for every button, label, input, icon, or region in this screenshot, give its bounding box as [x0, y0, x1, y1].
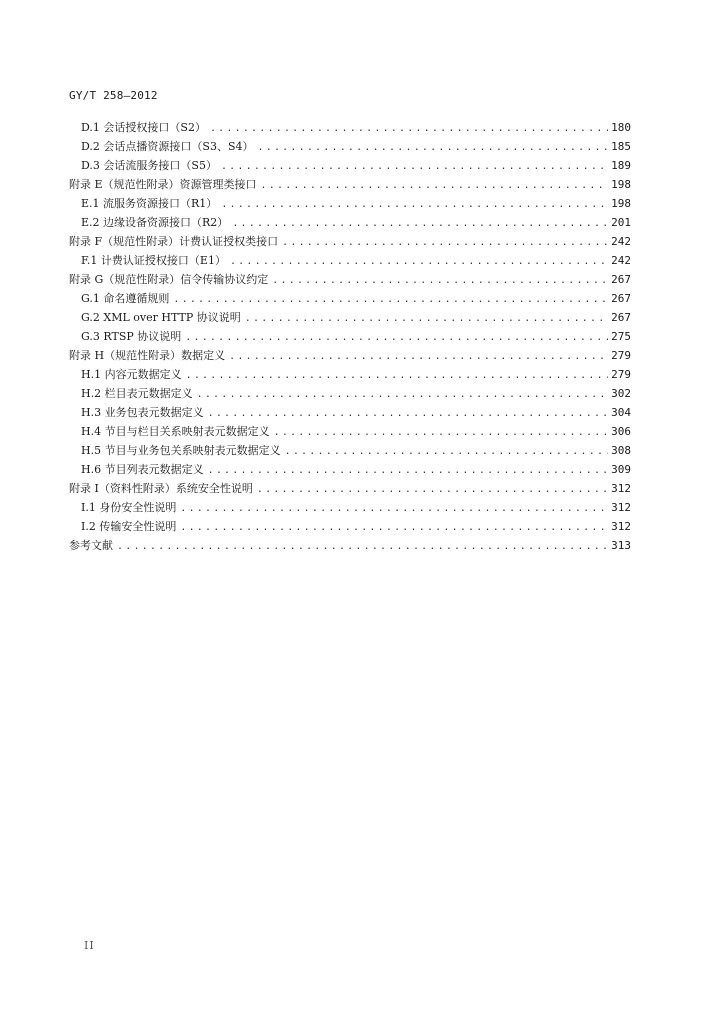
toc-entry[interactable]: [69, 308, 631, 327]
toc-dot-leader: [232, 214, 608, 233]
toc-entry-page: 189: [611, 159, 631, 172]
toc-entry-title: H.2 栏目表元数据定义: [81, 387, 193, 400]
toc-entry-page: 180: [611, 121, 631, 134]
toc-entry-page: 312: [611, 520, 631, 533]
toc-entry[interactable]: [69, 422, 631, 441]
toc-entry[interactable]: [69, 270, 631, 289]
toc-dot-leader: [180, 518, 608, 537]
toc-dot-leader: [230, 252, 608, 271]
toc-entry-title: I.1 身份安全性说明: [81, 501, 177, 514]
toc-entry-page: 279: [611, 349, 631, 362]
toc-entry-page: 198: [611, 197, 631, 210]
toc-dot-leader: [221, 157, 608, 176]
toc-entry[interactable]: [69, 365, 631, 384]
toc-entry-title: H.5 节目与业务包关系映射表元数据定义: [81, 444, 281, 457]
toc-dot-leader: [272, 271, 608, 290]
toc-entry[interactable]: [69, 156, 631, 175]
toc-entry[interactable]: [69, 327, 631, 346]
toc-entry-title: D.1 会话授权接口（S2）: [81, 121, 206, 134]
toc-entry-page: 185: [611, 140, 631, 153]
toc-dot-leader: [180, 499, 608, 518]
toc-dot-leader: [117, 537, 608, 556]
toc-entry[interactable]: [69, 118, 631, 137]
toc-entry-title: H.4 节目与栏目关系映射表元数据定义: [81, 425, 270, 438]
toc-dot-leader: [257, 480, 608, 499]
toc-entry-page: 304: [611, 406, 631, 419]
toc-entry-page: 267: [611, 273, 631, 286]
page-number: II: [84, 939, 95, 952]
toc-entry-title: D.2 会话点播资源接口（S3、S4）: [81, 140, 254, 153]
toc-entry-title: F.1 计费认证授权接口（E1）: [81, 254, 226, 267]
table-of-contents: [69, 118, 631, 555]
toc-dot-leader: [221, 195, 608, 214]
toc-entry[interactable]: [69, 441, 631, 460]
toc-entry[interactable]: [69, 498, 631, 517]
toc-dot-leader: [285, 442, 609, 461]
toc-dot-leader: [208, 404, 609, 423]
toc-entry-title: H.1 内容元数据定义: [81, 368, 182, 381]
toc-entry-page: 275: [611, 330, 631, 343]
toc-entry-page: 242: [611, 235, 631, 248]
toc-entry-title: 附录 I（资料性附录）系统安全性说明: [69, 482, 253, 495]
toc-entry-title: G.3 RTSP 协议说明: [81, 330, 182, 343]
toc-dot-leader: [210, 119, 608, 138]
toc-entry[interactable]: [69, 137, 631, 156]
toc-entry-title: 参考文献: [69, 539, 113, 552]
toc-entry-title: I.2 传输安全性说明: [81, 520, 177, 533]
toc-entry-title: 附录 H（规范性附录）数据定义: [69, 349, 226, 362]
toc-dot-leader: [186, 366, 609, 385]
toc-entry-page: 313: [611, 539, 631, 552]
toc-entry-page: 302: [611, 387, 631, 400]
toc-entry[interactable]: [69, 479, 631, 498]
toc-entry[interactable]: [69, 403, 631, 422]
toc-entry[interactable]: [69, 346, 631, 365]
toc-entry-title: E.1 流服务资源接口（R1）: [81, 197, 218, 210]
toc-entry-page: 242: [611, 254, 631, 267]
toc-entry-title: G.1 命名遵循规则: [81, 292, 170, 305]
toc-dot-leader: [274, 423, 609, 442]
toc-dot-leader: [258, 138, 609, 157]
toc-entry-page: 201: [611, 216, 631, 229]
toc-entry-page: 198: [611, 178, 631, 191]
toc-entry-page: 267: [611, 292, 631, 305]
toc-dot-leader: [245, 309, 608, 328]
toc-entry-page: 267: [611, 311, 631, 324]
toc-dot-leader: [197, 385, 609, 404]
toc-entry-title: D.3 会话流服务接口（S5）: [81, 159, 217, 172]
toc-entry-page: 306: [611, 425, 631, 438]
toc-dot-leader: [185, 328, 608, 347]
toc-entry-title: H.6 节目列表元数据定义: [81, 463, 204, 476]
toc-dot-leader: [208, 461, 609, 480]
toc-entry[interactable]: [69, 384, 631, 403]
toc-entry[interactable]: [69, 213, 631, 232]
toc-entry-title: H.3 业务包表元数据定义: [81, 406, 204, 419]
toc-entry-title: 附录 G（规范性附录）信令传输协议约定: [69, 273, 269, 286]
toc-entry-title: E.2 边缘设备资源接口（R2）: [81, 216, 229, 229]
toc-entry-page: 309: [611, 463, 631, 476]
toc-entry-page: 279: [611, 368, 631, 381]
toc-entry-page: 308: [611, 444, 631, 457]
toc-entry-page: 312: [611, 501, 631, 514]
standard-code-header: GY/T 258—2012: [69, 89, 158, 102]
toc-entry[interactable]: [69, 517, 631, 536]
toc-entry-title: G.2 XML over HTTP 协议说明: [81, 311, 241, 324]
toc-dot-leader: [173, 290, 608, 309]
toc-dot-leader: [282, 233, 608, 252]
toc-entry-title: 附录 F（规范性附录）计费认证授权类接口: [69, 235, 279, 248]
toc-entry[interactable]: [69, 232, 631, 251]
toc-entry-page: 312: [611, 482, 631, 495]
toc-entry[interactable]: [69, 289, 631, 308]
toc-entry[interactable]: [69, 194, 631, 213]
toc-entry-title: 附录 E（规范性附录）资源管理类接口: [69, 178, 257, 191]
toc-entry[interactable]: [69, 251, 631, 270]
toc-entry[interactable]: [69, 536, 631, 555]
toc-dot-leader: [261, 176, 609, 195]
toc-entry[interactable]: [69, 175, 631, 194]
toc-dot-leader: [229, 347, 608, 366]
toc-entry[interactable]: [69, 460, 631, 479]
